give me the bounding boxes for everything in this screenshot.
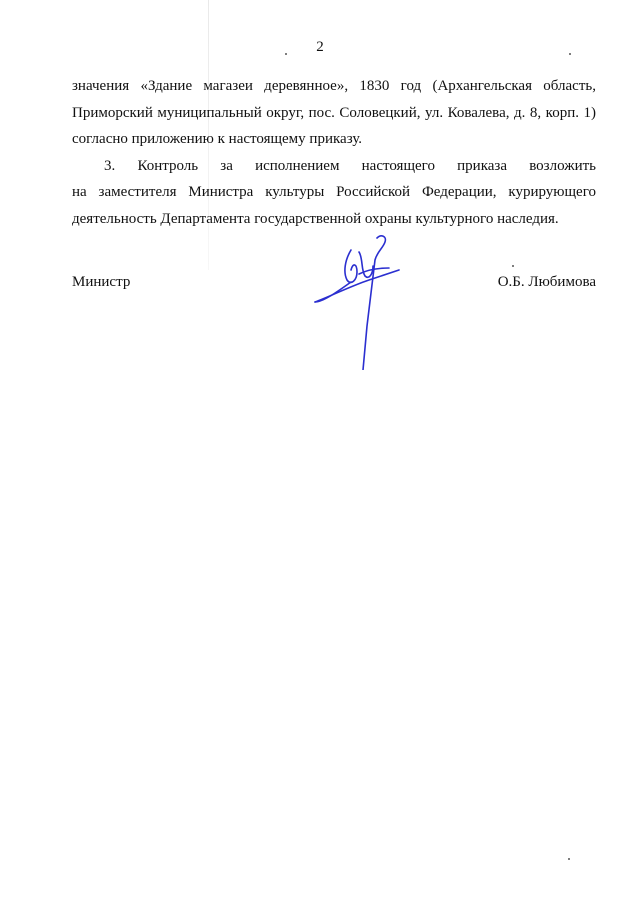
scan-speck: [569, 53, 571, 55]
page-number: 2: [316, 39, 324, 55]
paragraph-2: [72, 153, 596, 233]
document-body: [72, 73, 596, 232]
text-line: 3. Контроль за исполнением настоящего приказа возложить: [104, 157, 596, 174]
text-line: Приморский муниципальный округ, пос. Соловецкий, ул. Ковалева, д. 8, корп. 1): [72, 104, 596, 121]
text-line: значения «Здание магазеи деревянное», 1830 год (Архангельская область,: [72, 78, 596, 94]
signatory-name: О.Б. Любимова: [497, 274, 596, 290]
scan-speck: [285, 53, 287, 55]
paragraph-1: [72, 73, 596, 153]
scan-speck: [512, 265, 514, 267]
text-line: согласно приложению к настоящему приказу.: [72, 131, 363, 147]
handwritten-signature: [311, 230, 401, 370]
position-title: Министр: [72, 274, 131, 290]
scan-speck: [568, 858, 570, 860]
text-line: деятельность Департамента государственной охраны культурного наследия.: [72, 210, 559, 227]
text-line: на заместителя Министра культуры Российской Федерации, курирующего: [72, 184, 596, 200]
